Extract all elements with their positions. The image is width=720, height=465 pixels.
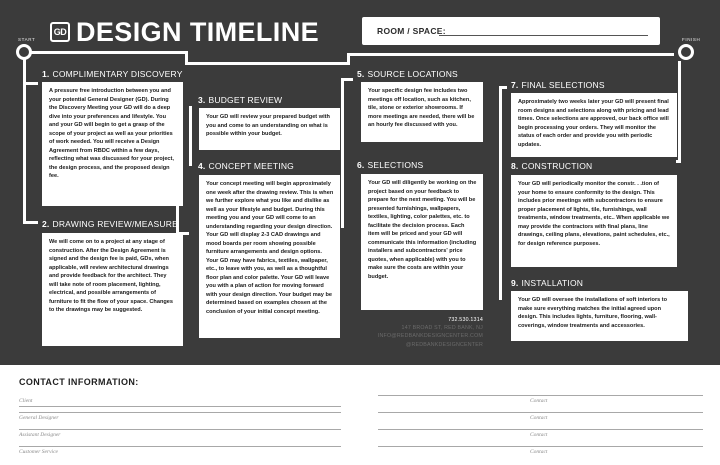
timeline-line [676,160,681,163]
timeline-line [499,86,502,300]
customer-service-field[interactable] [19,446,341,447]
assistant-designer-field[interactable] [19,429,341,430]
company-contact [375,316,483,349]
general-designer-field[interactable] [19,412,341,413]
gd-logo: GD [50,22,70,42]
room-space-label: ROOM / SPACE: [377,26,446,36]
company-social[interactable]: @REDBANKDESIGNCENTER [405,341,483,348]
step-8-description: Your GD will periodically monitor the constr. . .tion of your home to ensure conformity to the design. This includes prior meetings with subcontractors to ensure proper placement of lights, tile, furnishings, wall treatments, window treatments, etc.. When applicable we may provide the contractors with final plans, line drawings, ceiling plans, elevations, paint schedules, etc., for design reference purposes. [511,175,677,267]
step-6-description: Your GD will diligently be working on the project based on your feedback to prepare for the next meeting. You will be presented furnishings, wallpapers, textiles, lighting, color palettes, etc. to facilitate the decision process. Each item will be priced and your GD will communicate this information (including installers and subcontractors' price quotes, when applicable) with you to make sure the costs are within your budget. [361,174,483,310]
page-title: DESIGN TIMELINE [76,17,320,47]
client-contact-field[interactable] [378,395,703,396]
step-3-description: Your GD will review your prepared budget with you and come to an understanding on what is possible within your budget. [199,108,340,150]
timeline-line [23,58,26,85]
step-1-description: A pressure free introduction between you and your potential General Designer (GD). During the Discovery Meeting your GD will do a deep dive into your preferences and lifestyle. You and your GD will begin to get a grasp of the scope of your project as well as your priorities of work needed. You will receive a Design Agreement from RBDC within a few days, reflecting what was discussed for your project, the design process, and the proposed design fee. [42,82,183,206]
start-node [16,44,32,60]
step-2-description: We will come on to a project at any stage of construction. After the Design Agreement is signed and the design fee is paid, GDs, when applicable, will review architectural drawings and provide feedback for the architect. They will take note of room placement, lighting, electrical, and possible arrangements of furniture to fit the flow of your space. Changes to the drawings may be suggested. [42,233,183,346]
step-3-heading: 3. BUDGET REVIEW [198,95,283,105]
room-space-input-line[interactable] [439,35,648,36]
assistant-designer-contact-label: Contact [530,432,548,438]
step-4-description: Your concept meeting will begin approximately one week after the drawing review. This is when we further explore what you like and dislike as well as your lifestyle and budget. During this meeting you and your GD will come to an understanding regarding your design direction. Your GD will display 2-3 CAD drawings and mood boards per room showing possible furniture arrangements and design options. Your GD may have fabrics, textiles, wallpaper, etc., to leave with you, as well as a thoughtful floor plan and color palette. Your GD will leave you with a plan of action for moving forward with your design direction. Your budget may be determined based on examples chosen at the conclusion of your initial concept meeting. [199,175,340,338]
room-space-field[interactable] [362,17,660,45]
general-designer-contact-field[interactable] [378,412,703,413]
company-phone: 732.530.1314 [448,317,483,323]
step-5-heading: 5. SOURCE LOCATIONS [357,69,458,79]
customer-service-contact-field[interactable] [378,446,703,447]
step-8-heading: 8. CONSTRUCTION [511,161,593,171]
company-email[interactable]: INFO@REDBANKDESIGNCENTER.COM [377,333,483,340]
company-address: 147 BROAD ST, RED BANK, NJ [401,325,483,332]
timeline-line [347,53,674,56]
step-9-heading: 9. INSTALLATION [511,278,584,288]
general-designer-label: General Designer [19,415,59,421]
start-label: START [18,37,36,42]
customer-service-contact-label: Contact [530,449,548,455]
timeline-line [678,61,681,163]
finish-node [678,44,694,60]
step-1-heading: 1. COMPLIMENTARY DISCOVERY [42,69,183,79]
step-5-description: Your specific design fee includes two meetings off location, such as kitchen, tile, stone or exterior showrooms. If more meetings are needed, there will be an hourly fee discussed with you. [361,82,483,142]
timeline-line [23,221,38,224]
timeline-line [30,51,188,54]
step-6-heading: 6. SELECTIONS [357,160,424,170]
customer-service-label: Customer Service [19,449,58,455]
general-designer-contact-label: Contact [530,415,548,421]
step-7-description: Approximately two weeks later your GD will present final room designs and selections along with pricing and lead times. Once selections are approved, our back office will begin processing your orders. They will monitor the status of each order and provide you with periodic updates. [511,93,677,157]
timeline-line [499,86,507,89]
client-label: Client [19,398,33,404]
step-7-heading: 7. FINAL SELECTIONS [511,80,605,90]
assistant-designer-contact-field[interactable] [378,429,703,430]
timeline-line [185,62,350,65]
timeline-line [23,85,26,221]
assistant-designer-label: Assistant Designer [19,432,61,438]
client-field[interactable] [19,406,341,407]
timeline-line [189,106,192,166]
timeline-line [341,78,344,228]
step-2-heading: 2. DRAWING REVIEW/MEASURE [42,219,178,229]
timeline-line [341,78,353,81]
step-9-description: Your GD will oversee the installations of soft interiors to make sure everything matches the initial agreed upon design. This includes lights, furniture, flooring, wall-coverings, window treatments and accessories. [511,291,688,341]
step-4-heading: 4. CONCEPT MEETING [198,161,294,171]
client-contact-label: Contact [530,398,548,404]
finish-label: FINISH [682,37,701,42]
contact-info-title: CONTACT INFORMATION: [19,377,139,387]
